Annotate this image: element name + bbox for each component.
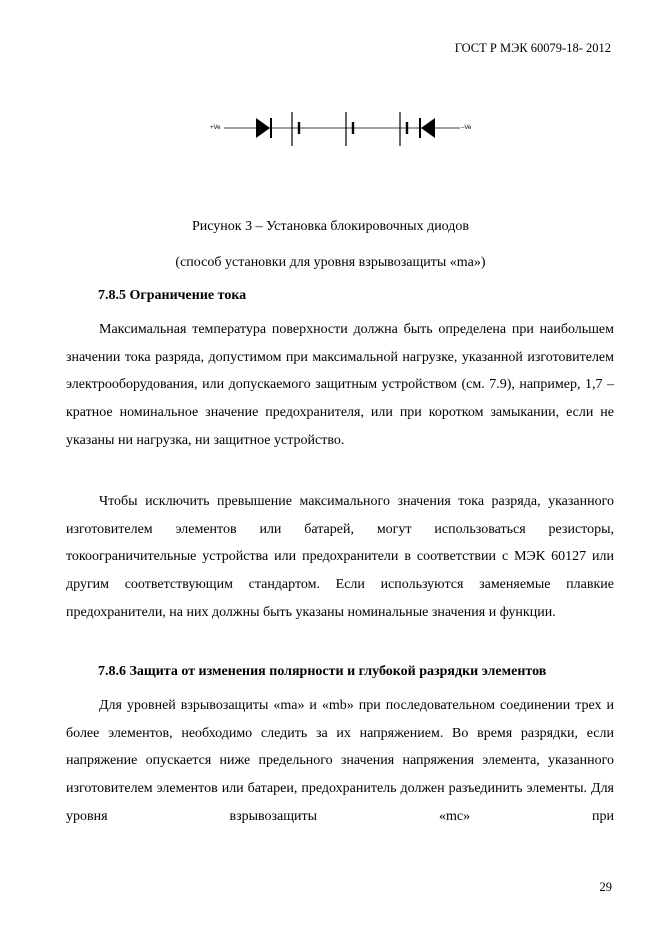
figure-caption: Рисунок 3 – Установка блокировочных диодов [191, 219, 470, 234]
blocking-diodes-diagram [208, 106, 488, 152]
paragraph: Для уровней взрывозащиты «ma» и «mb» при последовательном соединении трех и более элементов, необходимо следить за их напряжением. Во время разрядки, если напряжение опускается ниже предельного значения напряжения элемента, указанного изготовителем элементов или батареи, предохранитель должен разъединить элементы. Для уровня взрывозащиты «mc» при [66, 698, 614, 824]
positive-terminal-label: +Ve [210, 125, 221, 131]
page-header: ГОСТ Р МЭК 60079-18- 2012 [454, 41, 611, 55]
figure-subcaption: (способ установки для уровня взрывозащиты «ma») [175, 255, 486, 270]
page-number: 29 [599, 880, 612, 894]
paragraph: Чтобы исключить превышение максимального значения тока разряда, указанного изготовителем элементов или батарей, могут использоваться резисторы, токоограничительные устройства или предохранители в соответствии с МЭК 60127 или другим соответствующим стандартом. Если используются заменяемые плавкие предохранители, на них должны быть указаны номинальные значения и функции. [66, 494, 614, 620]
section-heading-7-8-5: 7.8.5 Ограничение тока [98, 288, 247, 303]
negative-terminal-label: –Ve [461, 125, 472, 131]
diode-left-icon [256, 118, 270, 138]
paragraph: Максимальная температура поверхности должна быть определена при наибольшем значении тока разряда, допустимом при максимальной нагрузке, указанной изготовителем электрооборудования, или допускаемого защитным устройством (см. 7.9), например, 1,7 – кратное номинальное значение предохранителя, или при коротком замыкании, если не указаны ни нагрузка, ни защитное устройство. [66, 322, 614, 448]
section-heading-7-8-6: 7.8.6 Защита от изменения полярности и глубокой разрядки элементов [98, 664, 547, 679]
diode-right-icon [421, 118, 435, 138]
